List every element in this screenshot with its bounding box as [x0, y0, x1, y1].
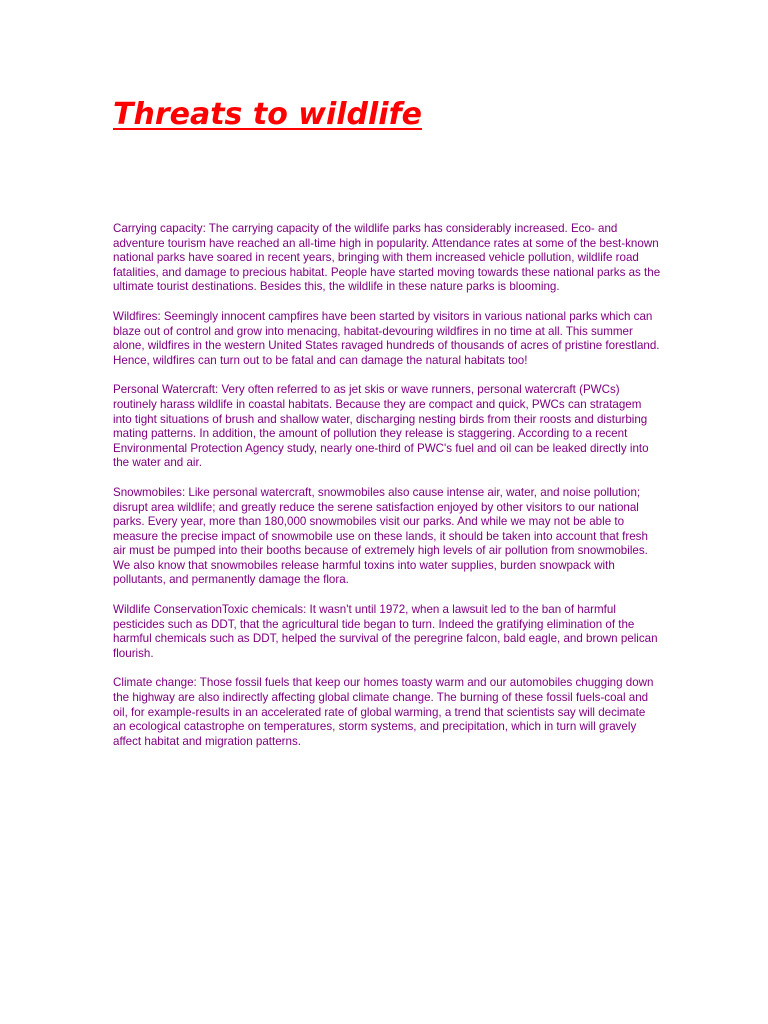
page-title: Threats to wildlife [113, 97, 422, 132]
paragraph-climate-change: Climate change: Those fossil fuels that keep our homes toasty warm and our automobiles chugging down the highway are also indirectly affecting global climate change. The burning of these fossil fuels-coal and oil, for example-results in an accelerated rate of global warming, a trend that scientists say will decimate an ecological catastrophe on temperatures, storm systems, and precipitation, which in turn will gravely affect habitat and migration patterns. [113, 676, 654, 748]
paragraph-wildfires: Wildfires: Seemingly innocent campfires have been started by visitors in various national parks which can blaze out of control and grow into menacing, habitat-devouring wildfires in no time at all. This summer alone, wildfires in the western United States ravaged hundreds of thousands of acres of pristine forestland. Hence, wildfires can turn out to be fatal and can damage the natural habitats too! [113, 309, 660, 367]
document-body [113, 222, 661, 764]
paragraph-carrying-capacity: Carrying capacity: The carrying capacity of the wildlife parks has considerably increased. Eco- and adventure tourism have reached an all-time high in popularity. Attendance rates at some of the best-known national parks have soared in recent years, bringing with them increased vehicle pollution, wildlife road fatalities, and damage to precious habitat. People have started moving towards these national parks as the ultimate tourist destinations. Besides this, the wildlife in these nature parks is blooming. [113, 222, 661, 294]
paragraph-snowmobiles: Snowmobiles: Like personal watercraft, snowmobiles also cause intense air, water, and noise pollution; disrupt area wildlife; and greatly reduce the serene satisfaction enjoyed by other visitors to our national parks. Every year, more than 180,000 snowmobiles visit our parks. And while we may not be able to measure the precise impact of snowmobile use on these lands, it should be taken into account that fresh air must be pumped into their booths because of extremely high levels of air pollution from snowmobiles. We also know that snowmobiles release harmful toxins into water supplies, burden snowpack with pollutants, and permanently damage the flora. [113, 485, 648, 587]
paragraph-personal-watercraft: Personal Watercraft: Very often referred to as jet skis or wave runners, personal watercraft (PWCs) routinely harass wildlife in coastal habitats. Because they are compact and quick, PWCs can stratagem into tight situations of brush and shallow water, discharging nesting birds from their roosts and disturbing mating patterns. In addition, the amount of pollution they release is staggering. According to a recent Environmental Protection Agency study, nearly one-third of PWC's fuel and oil can be leaked directly into the water and air. [113, 383, 649, 470]
paragraph-toxic-chemicals: Wildlife ConservationToxic chemicals: It wasn't until 1972, when a lawsuit led to the ban of harmful pesticides such as DDT, that the agricultural tide began to turn. Indeed the gratifying elimination of the harmful chemicals such as DDT, helped the survival of the peregrine falcon, bald eagle, and brown pelican flourish. [113, 603, 658, 660]
